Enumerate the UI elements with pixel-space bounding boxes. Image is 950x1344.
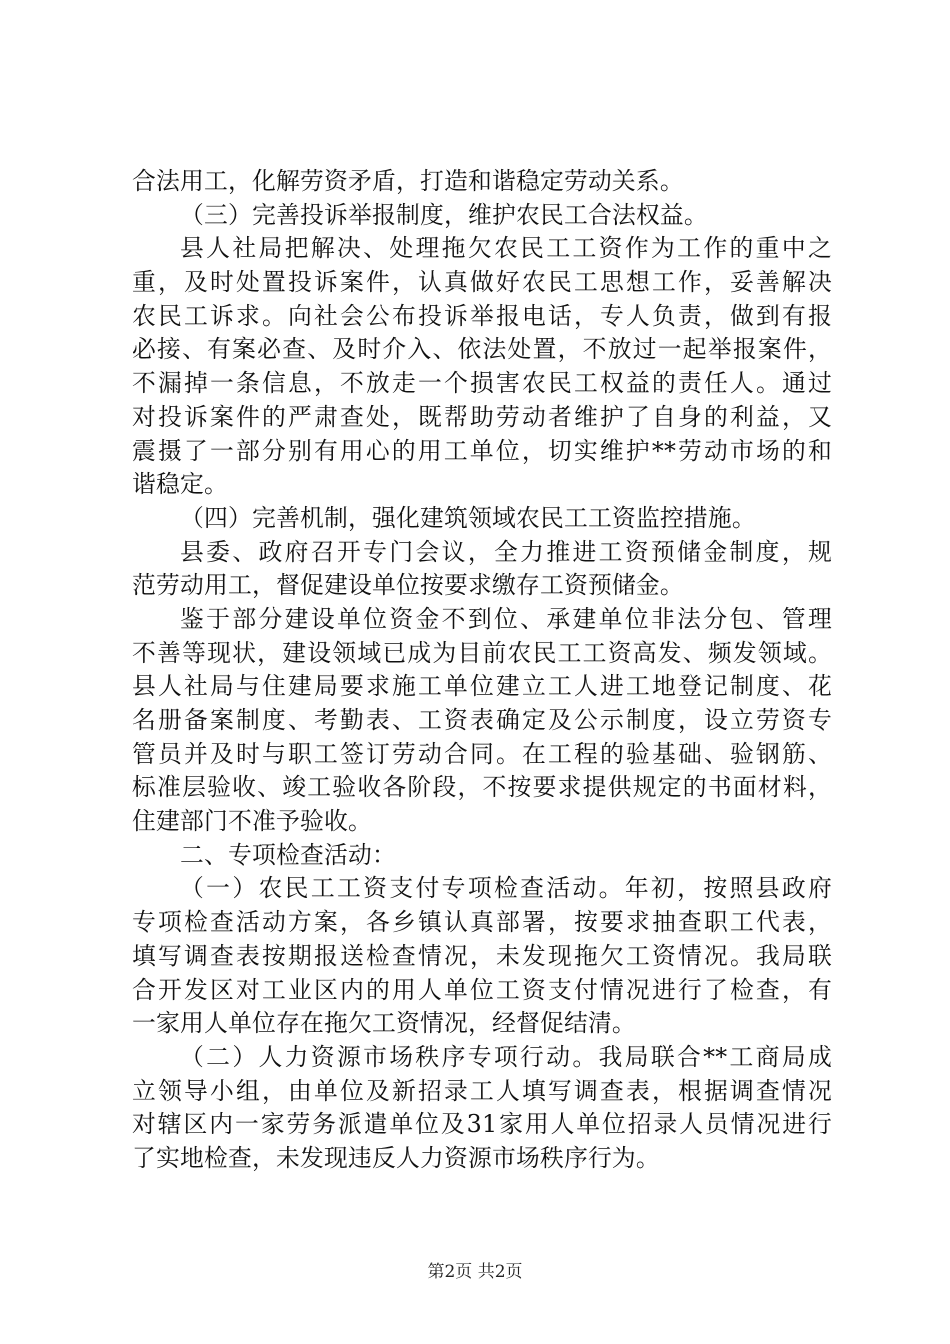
- text-line: （二）人力资源市场秩序专项行动。我局联合**工商局成: [180, 1042, 832, 1071]
- text-line: 对辖区内一家劳务派遣单位及31家用人单位招录人员情况进行: [132, 1110, 832, 1139]
- text-line: 二、专项检查活动：: [180, 840, 396, 869]
- text-line: 合法用工，化解劳资矛盾，打造和谐稳定劳动关系。: [132, 167, 684, 195]
- text-line: 对投诉案件的严肃查处，既帮助劳动者维护了自身的利益，又: [132, 402, 832, 431]
- text-line: 县人社局与住建局要求施工单位建立工人进工地登记制度、花: [132, 672, 832, 701]
- text-line: 一家用人单位存在拖欠工资情况，经督促结清。: [132, 1009, 636, 1038]
- text-line: （一）农民工工资支付专项检查活动。年初，按照县政府: [180, 874, 832, 903]
- text-line: （四）完善机制，强化建筑领域农民工工资监控措施。: [180, 503, 756, 532]
- page-footer: 第2页 共2页: [427, 1262, 523, 1282]
- text-line: 不漏掉一条信息，不放走一个损害农民工权益的责任人。通过: [132, 369, 832, 398]
- text-line: 重，及时处置投诉案件，认真做好农民工思想工作，妥善解决: [132, 268, 832, 297]
- text-line: 填写调查表按期报送检查情况，未发现拖欠工资情况。我局联: [132, 941, 832, 970]
- text-line: 农民工诉求。向社会公布投诉举报电话，专人负责，做到有报: [132, 301, 832, 330]
- text-line: 名册备案制度、考勤表、工资表确定及公示制度，设立劳资专: [132, 706, 832, 734]
- text-line: （三）完善投诉举报制度，维护农民工合法权益。: [180, 200, 708, 229]
- text-line: 不善等现状，建设领域已成为目前农民工工资高发、频发领域。: [132, 638, 832, 667]
- text-line: 谐稳定。: [132, 470, 228, 499]
- text-line: 县委、政府召开专门会议，全力推进工资预储金制度，规: [180, 537, 832, 566]
- text-line: 范劳动用工，督促建设单位按要求缴存工资预储金。: [132, 571, 684, 600]
- text-line: 住建部门不准予验收。: [132, 807, 372, 836]
- text-line: 震摄了一部分别有用心的用工单位，切实维护**劳动市场的和: [132, 436, 832, 465]
- text-line: 合开发区对工业区内的用人单位工资支付情况进行了检查，有: [132, 975, 832, 1004]
- text-line: 县人社局把解决、处理拖欠农民工工资作为工作的重中之: [180, 234, 832, 263]
- text-line: 必接、有案必查、及时介入、依法处置，不放过一起举报案件，: [132, 335, 832, 364]
- text-line: 立领导小组，由单位及新招录工人填写调查表，根据调查情况: [132, 1076, 832, 1105]
- text-line: 标准层验收、竣工验收各阶段，不按要求提供规定的书面材料，: [132, 773, 832, 802]
- text-line: 鉴于部分建设单位资金不到位、承建单位非法分包、管理: [180, 604, 832, 633]
- text-line: 管员并及时与职工签订劳动合同。在工程的验基础、验钢筋、: [132, 739, 832, 768]
- text-line: 了实地检查，未发现违反人力资源市场秩序行为。: [132, 1143, 660, 1172]
- document-body: [132, 165, 832, 1176]
- text-line: 专项检查活动方案，各乡镇认真部署，按要求抽查职工代表，: [132, 908, 832, 937]
